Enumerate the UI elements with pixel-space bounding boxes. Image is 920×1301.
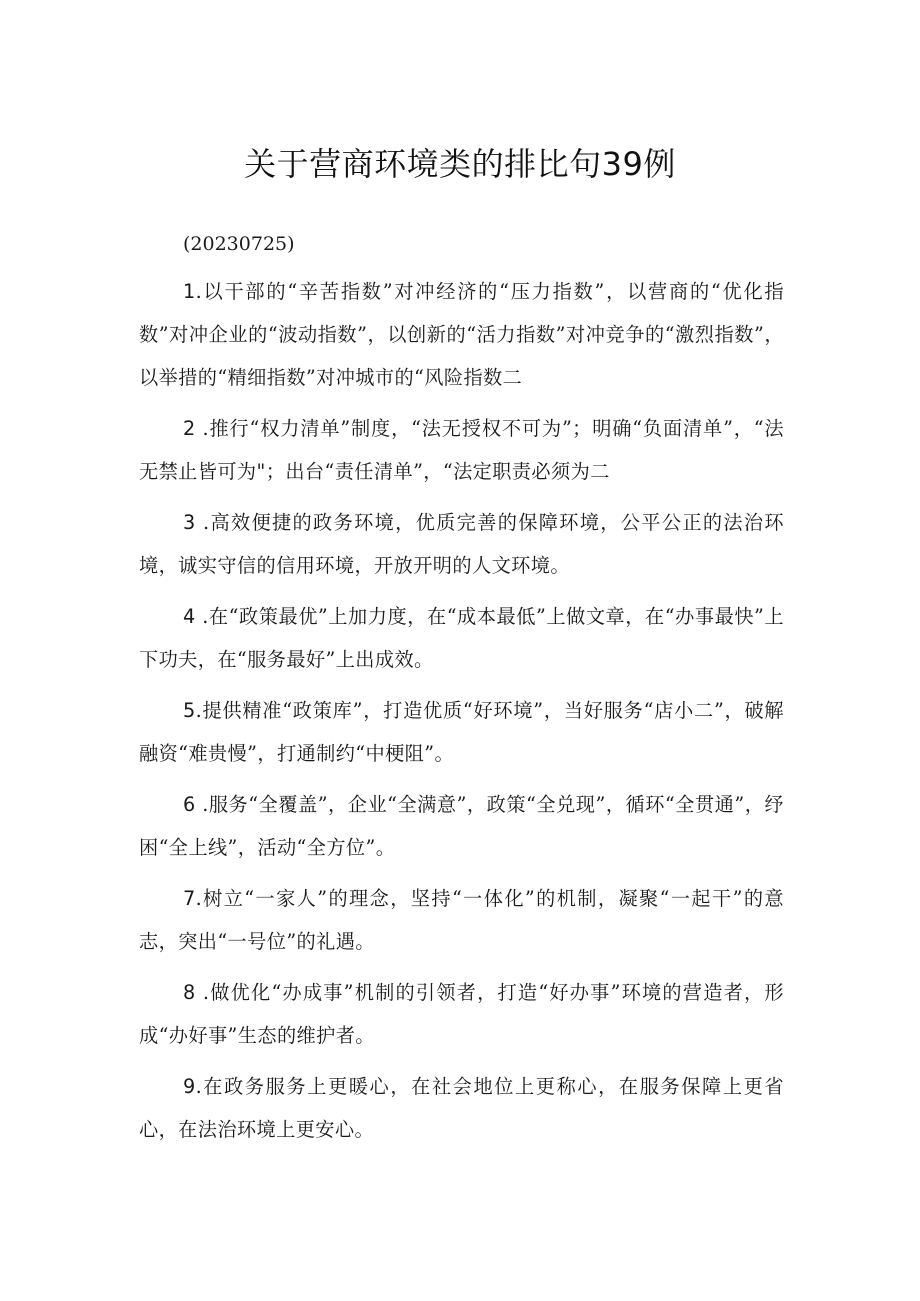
item-text: .高效便捷的政务环境，优质完善的保障环境，公平公正的法治环境，诚实守信的信用环境，开放开明的人文环境。 [139, 511, 784, 577]
list-item [139, 501, 784, 587]
document-body [139, 270, 784, 1159]
list-item [139, 595, 784, 681]
item-text: .以干部的“辛苦指数”对冲经济的“压力指数”，以营商的“优化指数”对冲企业的“波动指数”，以创新的“活力指数”对冲竞争的“激烈指数”，以举措的“精细指数”对冲城市的“风险指数二 [139, 280, 784, 389]
item-number: 3 [183, 511, 196, 534]
list-item [139, 407, 784, 493]
list-item [139, 783, 784, 869]
item-text: .推行“权力清单”制度，“法无授权不可为”；明确“负面清单”，“法无禁止皆可为"；出台“责任清单”，“法定职责必须为二 [139, 417, 784, 483]
item-text: .做优化“办成事”机制的引领者，打造“好办事”环境的营造者，形成“办好事”生态的维护者。 [139, 981, 784, 1047]
item-text: .在政务服务上更暖心，在社会地位上更称心，在服务保障上更省心，在法治环境上更安心。 [139, 1075, 784, 1141]
item-text: .树立“一家人”的理念，坚持“一体化”的机制，凝聚“一起干”的意志，突出“一号位”的礼遇。 [139, 887, 784, 953]
item-text: .服务“全覆盖”，企业“全满意”，政策“全兑现”，循环“全贯通”，纾困“全上线”，活动“全方位”。 [139, 793, 784, 859]
item-number: 5 [183, 699, 196, 722]
item-text: .在“政策最优”上加力度，在“成本最低”上做文章，在“办事最快”上下功夫，在“服务最好”上出成效。 [139, 605, 784, 671]
item-number: 8 [183, 981, 196, 1004]
item-number: 6 [183, 793, 196, 816]
list-item [139, 971, 784, 1057]
document-title: 关于营商环境类的排比句39例 [244, 145, 676, 183]
item-number: 9 [183, 1075, 196, 1098]
list-item [139, 689, 784, 775]
document-date: (20230725) [183, 233, 295, 255]
item-number: 4 [183, 605, 196, 628]
list-item [139, 270, 784, 399]
item-text: .提供精准“政策库”，打造优质“好环境”，当好服务“店小二”，破解融资“难贵慢”，打通制约“中梗阻”。 [139, 699, 784, 765]
item-number: 1 [183, 280, 196, 303]
list-item [139, 1065, 784, 1151]
item-number: 2 [183, 417, 196, 440]
list-item [139, 877, 784, 963]
item-number: 7 [183, 887, 196, 910]
